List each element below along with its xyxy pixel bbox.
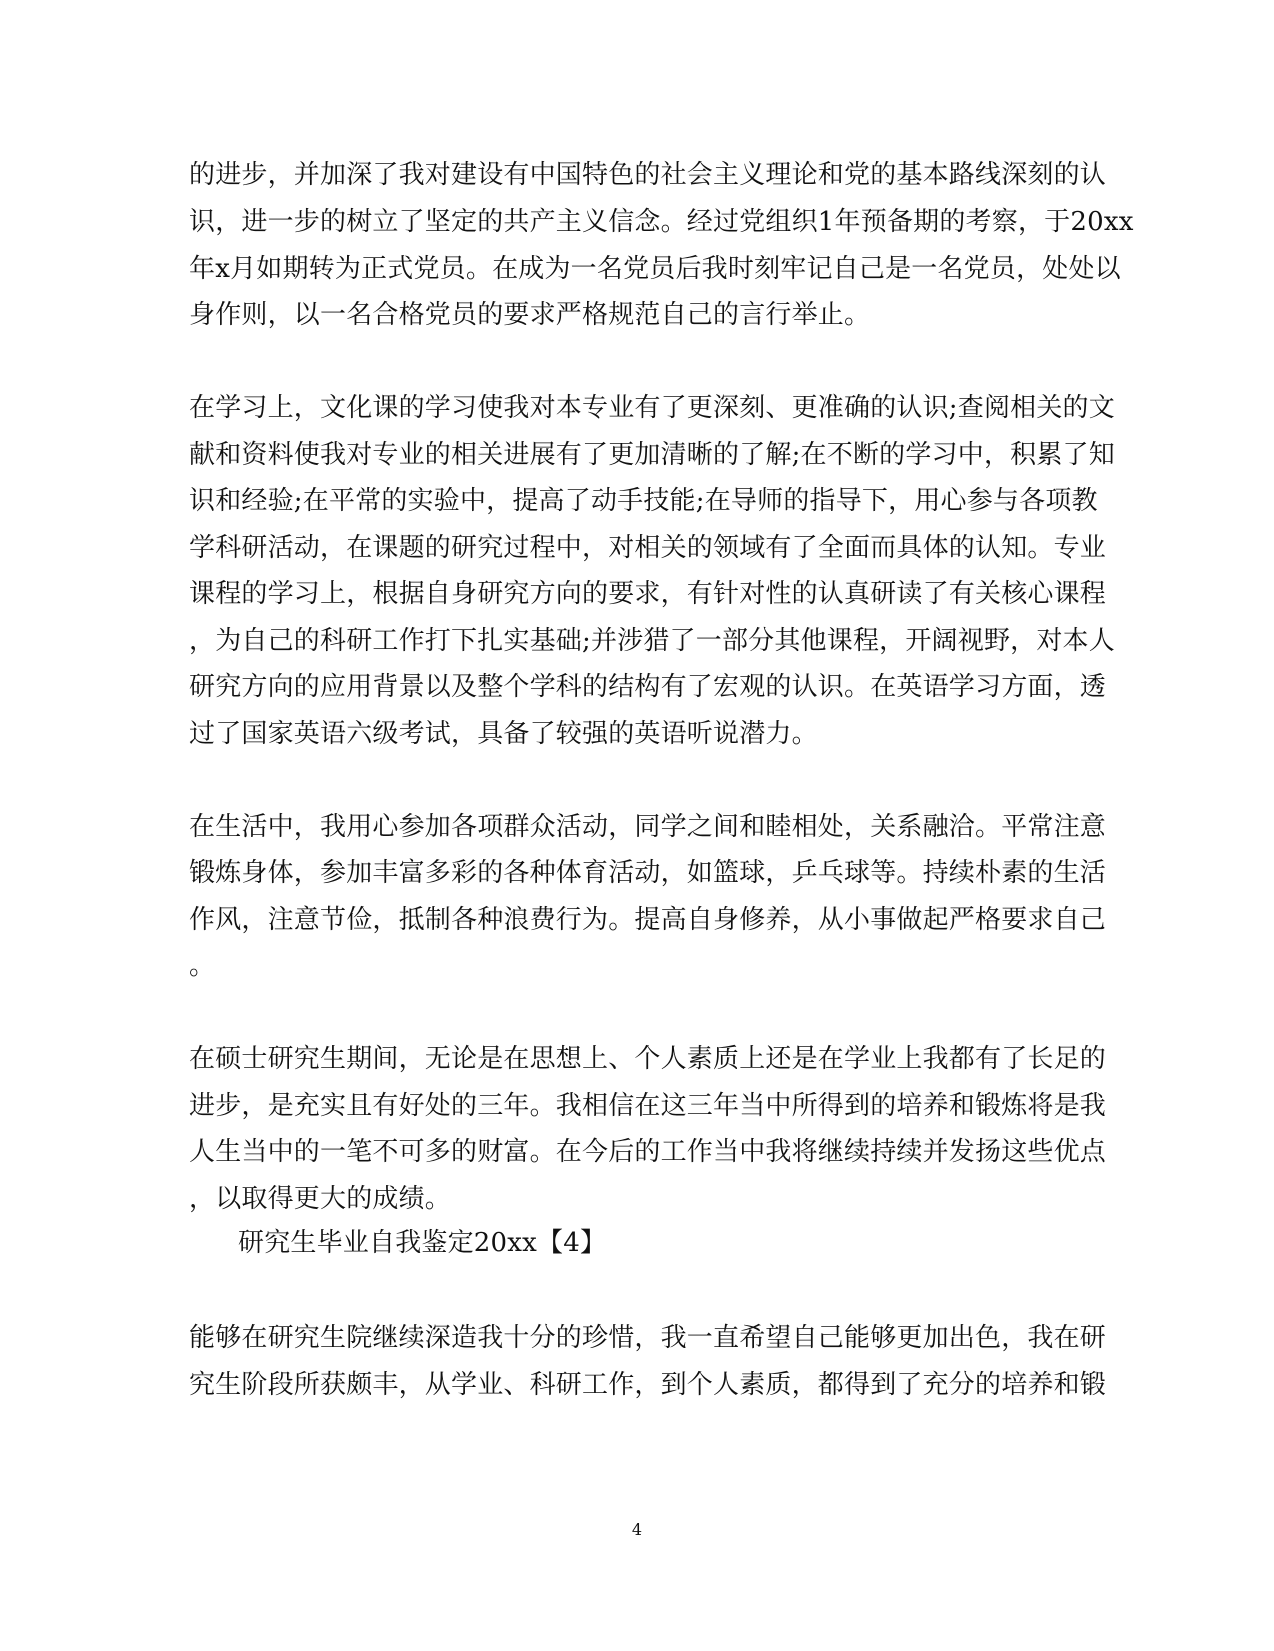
paragraph-1-line-1: 的进步，并加深了我对建设有中国特色的社会主义理论和党的基本路线深刻的认 xyxy=(189,160,1107,190)
page-number: 4 xyxy=(631,1520,643,1539)
paragraph-1-line-2: 识，进一步的树立了坚定的共产主义信念。经过党组织1年预备期的考察，于20xx xyxy=(189,207,1134,237)
paragraph-3-line-3: 作风，注意节俭，抵制各种浪费行为。提高自身修养，从小事做起严格要求自己 xyxy=(189,905,1107,935)
paragraph-2-line-7: 研究方向的应用背景以及整个学科的结构有了宏观的认识。在英语学习方面，透 xyxy=(189,672,1107,702)
paragraph-4-line-1: 在硕士研究生期间，无论是在思想上、个人素质上还是在学业上我都有了长足的 xyxy=(189,1044,1107,1074)
paragraph-2-line-8: 过了国家英语六级考试，具备了较强的英语听说潜力。 xyxy=(189,719,818,749)
paragraph-5-line-2: 究生阶段所获颇丰，从学业、科研工作，到个人素质，都得到了充分的培养和锻 xyxy=(189,1370,1107,1400)
paragraph-3-line-1: 在生活中，我用心参加各项群众活动，同学之间和睦相处，关系融洽。平常注意 xyxy=(189,812,1107,842)
section-heading: 研究生毕业自我鉴定20xx【4】 xyxy=(238,1228,607,1258)
paragraph-1-line-4: 身作则，以一名合格党员的要求严格规范自己的言行举止。 xyxy=(189,300,871,330)
paragraph-2-line-1: 在学习上，文化课的学习使我对本专业有了更深刻、更准确的认识;查阅相关的文 xyxy=(189,393,1115,423)
paragraph-2-line-5: 课程的学习上，根据自身研究方向的要求，有针对性的认真研读了有关核心课程 xyxy=(189,579,1107,609)
paragraph-3-line-4: 。 xyxy=(189,951,216,981)
paragraph-2-line-2: 献和资料使我对专业的相关进展有了更加清晰的了解;在不断的学习中，积累了知 xyxy=(189,440,1115,470)
paragraph-4-line-3: 人生当中的一笔不可多的财富。在今后的工作当中我将继续持续并发扬这些优点 xyxy=(189,1137,1107,1167)
paragraph-5-line-1: 能够在研究生院继续深造我十分的珍惜，我一直希望自己能够更加出色，我在研 xyxy=(189,1323,1107,1353)
paragraph-2-line-3: 识和经验;在平常的实验中，提高了动手技能;在导师的指导下，用心参与各项教 xyxy=(189,486,1098,516)
paragraph-1-line-3: 年x月如期转为正式党员。在成为一名党员后我时刻牢记自己是一名党员，处处以 xyxy=(189,254,1121,284)
paragraph-3-line-2: 锻炼身体，参加丰富多彩的各种体育活动，如篮球，乒乓球等。持续朴素的生活 xyxy=(189,858,1107,888)
paragraph-2-line-4: 学科研活动，在课题的研究过程中，对相关的领域有了全面而具体的认知。专业 xyxy=(189,533,1107,563)
paragraph-2-line-6: ，为自己的科研工作打下扎实基础;并涉猎了一部分其他课程，开阔视野，对本人 xyxy=(189,626,1115,656)
paragraph-4-line-4: ，以取得更大的成绩。 xyxy=(189,1184,452,1214)
paragraph-4-line-2: 进步，是充实且有好处的三年。我相信在这三年当中所得到的培养和锻炼将是我 xyxy=(189,1091,1107,1121)
